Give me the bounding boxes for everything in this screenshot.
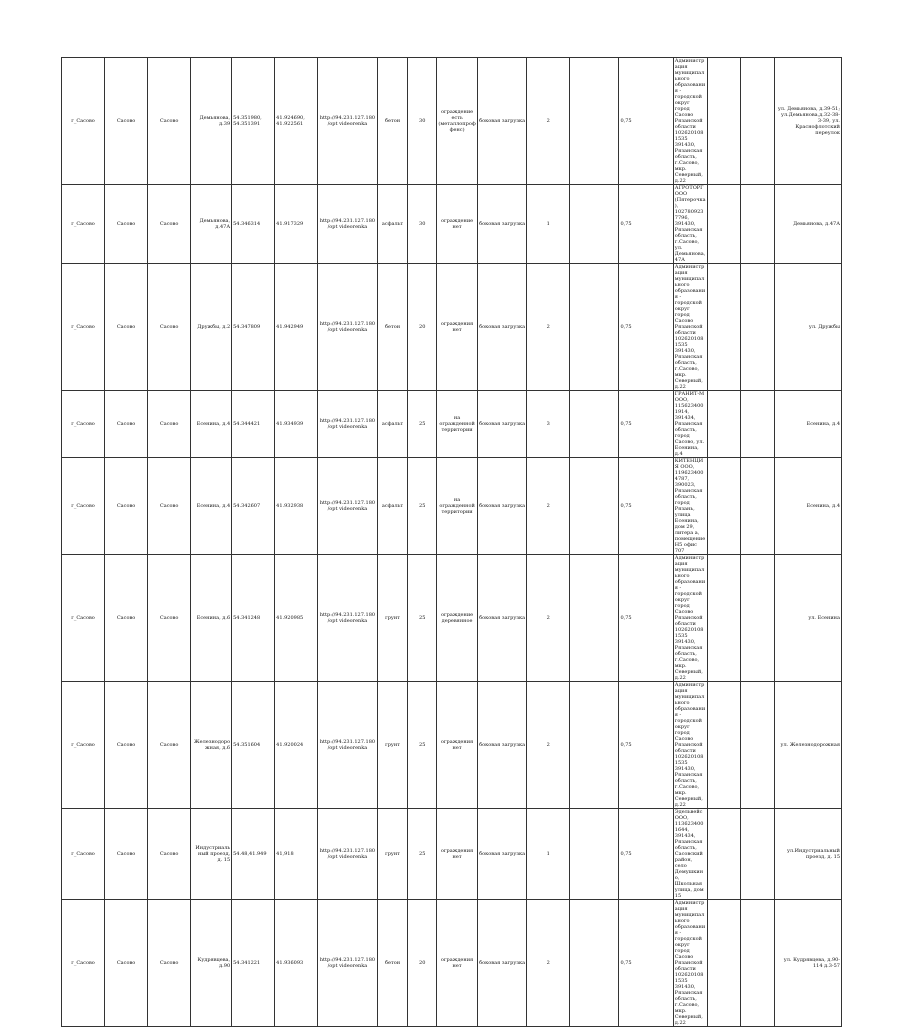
longitude-cell: 41.936093 [275, 900, 318, 1027]
loading-type-cell: боковая загрузка [478, 900, 527, 1027]
empty-cell [707, 555, 741, 682]
surface-cell: грунт [377, 809, 408, 900]
volume-cell: 0,75 [619, 458, 673, 555]
town-cell: Сасово [148, 809, 191, 900]
surface-cell: грунт [377, 555, 408, 682]
waste-sources-cell: ул. Кудрявцева, д.90-114 д.3-57 [775, 900, 842, 1027]
volume-cell: 0,75 [619, 391, 673, 458]
container-count-cell: 2 [527, 458, 570, 555]
fence-cell: ограждение есть (металлопроф фенс) [437, 58, 478, 185]
latitude-cell: 54.346314 [232, 185, 275, 264]
empty-cell [741, 900, 775, 1027]
owner-cell: Эдельвейс ООО, 1136234001644, 391434, Рязанская область, Сасовский район, село Демушкино, Школьная улица, дом 15 [673, 809, 707, 900]
surface-cell: асфальт [377, 458, 408, 555]
volume-cell: 0,75 [619, 682, 673, 809]
town-cell: Сасово [148, 58, 191, 185]
surface-cell: бетон [377, 58, 408, 185]
area-cell: 25 [408, 458, 437, 555]
locality-cell: г_Сасово [62, 809, 105, 900]
fence-cell: на огражденной территории [437, 458, 478, 555]
longitude-cell: 41.920024 [275, 682, 318, 809]
area-cell: 25 [408, 682, 437, 809]
volume-cell: 0,75 [619, 809, 673, 900]
latitude-cell: 54.48,41.949 [232, 809, 275, 900]
district-cell: Сасово [105, 555, 148, 682]
table-row [62, 391, 842, 458]
empty-cell [570, 555, 619, 682]
longitude-cell: 41.934939 [275, 391, 318, 458]
owner-cell: Администрация муниципального образования - городской округ город Сасово Рязанской области 1026201081535 391430, Рязанская область, г.Сасово, мкр. Северный, д.22 [674, 264, 706, 390]
table-row [62, 458, 842, 555]
town-cell: Сасово [148, 391, 191, 458]
camera-url-cell: http://94.231.127.180/opt videorenka [318, 391, 377, 458]
volume-cell: 0,75 [619, 264, 673, 391]
longitude-cell: 41,918 [275, 809, 318, 900]
district-cell: Сасово [105, 391, 148, 458]
district-cell: Сасово [105, 682, 148, 809]
owner-cell: ГРАНИТ-М ООО, 1156234001914, 391434, Рязанская область, город Сасово, ул. Есенина, д.4 [673, 391, 707, 458]
town-cell: Сасово [148, 900, 191, 1027]
container-count-cell: 1 [527, 185, 570, 264]
waste-sources-cell: Есенина, д.4 [775, 458, 842, 555]
container-sites-table [61, 57, 842, 1027]
district-cell: Сасово [105, 809, 148, 900]
waste-sources-cell: Демьянова, д.47А [775, 185, 842, 264]
loading-type-cell: боковая загрузка [478, 58, 527, 185]
address-cell: Железнодорожная, д.6 [191, 682, 232, 809]
table-row [62, 809, 842, 900]
loading-type-cell: боковая загрузка [478, 458, 527, 555]
volume-cell: 0,75 [619, 900, 673, 1027]
surface-cell: асфальт [377, 185, 408, 264]
empty-cell [570, 391, 619, 458]
surface-cell: бетон [377, 264, 408, 391]
owner-cell: Администрация муниципального образования - городской округ город Сасово Рязанской области 1026201081535 391430, Рязанская область, г.Сасово, мкр. Северный, д.22 [674, 555, 706, 681]
area-cell: 25 [408, 809, 437, 900]
empty-cell [741, 58, 775, 185]
latitude-cell: 54.341221 [232, 900, 275, 1027]
area-cell: 30 [408, 58, 437, 185]
latitude-cell: 54.341248 [232, 555, 275, 682]
longitude-cell: 41.932938 [275, 458, 318, 555]
fence-cell: ограждения нет [437, 900, 478, 1027]
surface-cell: асфальт [377, 391, 408, 458]
container-count-cell: 2 [527, 58, 570, 185]
table-row [62, 682, 842, 809]
district-cell: Сасово [105, 185, 148, 264]
latitude-cell: 54.347809 [232, 264, 275, 391]
fence-cell: ограждение деревянное [437, 555, 478, 682]
address-cell: Демьянова, д.47А [191, 185, 232, 264]
district-cell: Сасово [105, 264, 148, 391]
owner-cell: КИТЕНЦИЯ ООО, 1196234004787, 390023, Рязанская область, город Рязань, улица Есенина, дом 29, литера а, помещение Н5 офис 707 [674, 458, 706, 554]
empty-cell [570, 458, 619, 555]
camera-url-cell: http://94.231.127.180/opt videorenka [318, 264, 377, 391]
latitude-cell: 54.351980, 54.351391 [232, 58, 275, 185]
table-row [62, 58, 842, 185]
volume-cell: 0,75 [619, 58, 673, 185]
container-count-cell: 1 [527, 809, 570, 900]
area-cell: 25 [408, 391, 437, 458]
empty-cell [707, 58, 741, 185]
locality-cell: г_Сасово [62, 458, 105, 555]
empty-cell [741, 185, 775, 264]
empty-cell [707, 682, 741, 809]
town-cell: Сасово [148, 264, 191, 391]
fence-cell: ограждения нет [437, 682, 478, 809]
locality-cell: г_Сасово [62, 555, 105, 682]
owner-cell: Администрация муниципального образования - городской округ город Сасово Рязанской области 1026201081535 391430, Рязанская область, г.Сасово, мкр. Северный, д.22 [674, 58, 706, 184]
district-cell: Сасово [105, 58, 148, 185]
empty-cell [570, 900, 619, 1027]
empty-cell [570, 264, 619, 391]
area-cell: 20 [408, 900, 437, 1027]
camera-url-cell: http://94.231.127.180/opt videorenka [318, 555, 377, 682]
latitude-cell: 54.344421 [232, 391, 275, 458]
empty-cell [707, 809, 741, 900]
town-cell: Сасово [148, 682, 191, 809]
district-cell: Сасово [105, 458, 148, 555]
longitude-cell: 41.917329 [275, 185, 318, 264]
loading-type-cell: боковая загрузка [478, 555, 527, 682]
volume-cell: 0,75 [619, 185, 673, 264]
camera-url-cell: http://94.231.127.180/opt videorenka [318, 809, 377, 900]
camera-url-cell: http://94.231.127.180/opt videorenka [318, 58, 377, 185]
locality-cell: г_Сасово [62, 900, 105, 1027]
fence-cell: ограждения нет [437, 809, 478, 900]
waste-sources-cell: ул.Индустриальный проезд, д. 15 [775, 809, 842, 900]
address-cell: Дружбы, д.2 [191, 264, 232, 391]
waste-sources-cell: ул. Есенина [775, 555, 842, 682]
locality-cell: г_Сасово [62, 185, 105, 264]
empty-cell [741, 555, 775, 682]
area-cell: 20 [408, 264, 437, 391]
fence-cell: ограждение нет [437, 185, 478, 264]
address-cell: Есенина, д.4 [191, 458, 232, 555]
empty-cell [707, 900, 741, 1027]
empty-cell [570, 185, 619, 264]
address-cell: Кудрявцева, д.90 [191, 900, 232, 1027]
empty-cell [707, 185, 741, 264]
container-count-cell: 3 [527, 391, 570, 458]
empty-cell [707, 391, 741, 458]
locality-cell: г_Сасово [62, 264, 105, 391]
fence-cell: на огражденной территории [437, 391, 478, 458]
locality-cell: г_Сасово [62, 682, 105, 809]
container-count-cell: 2 [527, 900, 570, 1027]
owner-cell: АГРОТОРГ ООО (Пятерочка), 1027809237796, 391430, Рязанская область, г.Сасово, ул. Демьянова, 47А [674, 185, 706, 263]
area-cell: 25 [408, 555, 437, 682]
volume-cell: 0,75 [619, 555, 673, 682]
locality-cell: г_Сасово [62, 58, 105, 185]
camera-url-cell: http://94.231.127.180/opt videorenka [318, 185, 377, 264]
empty-cell [570, 809, 619, 900]
loading-type-cell: боковая загрузка [478, 185, 527, 264]
surface-cell: грунт [377, 682, 408, 809]
longitude-cell: 41.942949 [275, 264, 318, 391]
table-row [62, 900, 842, 1027]
district-cell: Сасово [105, 900, 148, 1027]
empty-cell [707, 458, 741, 555]
waste-sources-cell: ул. Железнодорожная [775, 682, 842, 809]
surface-cell: бетон [377, 900, 408, 1027]
container-count-cell: 2 [527, 682, 570, 809]
empty-cell [741, 809, 775, 900]
camera-url-cell: http://94.231.127.180/opt videorenka [318, 458, 377, 555]
owner-cell: Администрация муниципального образования - городской округ город Сасово Рязанской области 1026201081535 391430, Рязанская область, г.Сасово, мкр. Северный, д.22 [674, 682, 706, 808]
town-cell: Сасово [148, 458, 191, 555]
loading-type-cell: боковая загрузка [478, 391, 527, 458]
address-cell: Есенина, д.6 [191, 555, 232, 682]
address-cell: Индустриальный проезд, д. 15 [191, 809, 232, 900]
table-body [62, 58, 842, 1027]
empty-cell [741, 264, 775, 391]
latitude-cell: 54.351604 [232, 682, 275, 809]
empty-cell [570, 682, 619, 809]
waste-sources-cell: ул. Дружбы [775, 264, 842, 391]
address-cell: Демьянова, д.39 [191, 58, 232, 185]
empty-cell [741, 391, 775, 458]
empty-cell [741, 682, 775, 809]
empty-cell [741, 458, 775, 555]
fence-cell: ограждения нет [437, 264, 478, 391]
camera-url-cell: http://94.231.127.180/opt videorenka [318, 900, 377, 1027]
container-count-cell: 2 [527, 264, 570, 391]
container-count-cell: 2 [527, 555, 570, 682]
latitude-cell: 54.342607 [232, 458, 275, 555]
town-cell: Сасово [148, 185, 191, 264]
empty-cell [570, 58, 619, 185]
address-cell: Есенина, д.4 [191, 391, 232, 458]
waste-sources-cell: ул. Демьянова, д.39-51; ул.Демьянова,д.32-38-3-39, ул. Краснофлотский переулок [775, 58, 842, 185]
longitude-cell: 41.920985 [275, 555, 318, 682]
table-row [62, 185, 842, 264]
locality-cell: г_Сасово [62, 391, 105, 458]
longitude-cell: 41.924690, 41.922561 [275, 58, 318, 185]
table-row [62, 555, 842, 682]
loading-type-cell: боковая загрузка [478, 264, 527, 391]
owner-cell: Администрация муниципального образования - городской округ город Сасово Рязанской области 1026201081535 391430, Рязанская область, г.Сасово, мкр. Северный, д.22 [674, 900, 706, 1026]
loading-type-cell: боковая загрузка [478, 809, 527, 900]
loading-type-cell: боковая загрузка [478, 682, 527, 809]
waste-sources-cell: Есенина, д.4 [775, 391, 842, 458]
empty-cell [707, 264, 741, 391]
area-cell: 30 [408, 185, 437, 264]
camera-url-cell: http://94.231.127.180/opt videorenka [318, 682, 377, 809]
table-row [62, 264, 842, 391]
town-cell: Сасово [148, 555, 191, 682]
